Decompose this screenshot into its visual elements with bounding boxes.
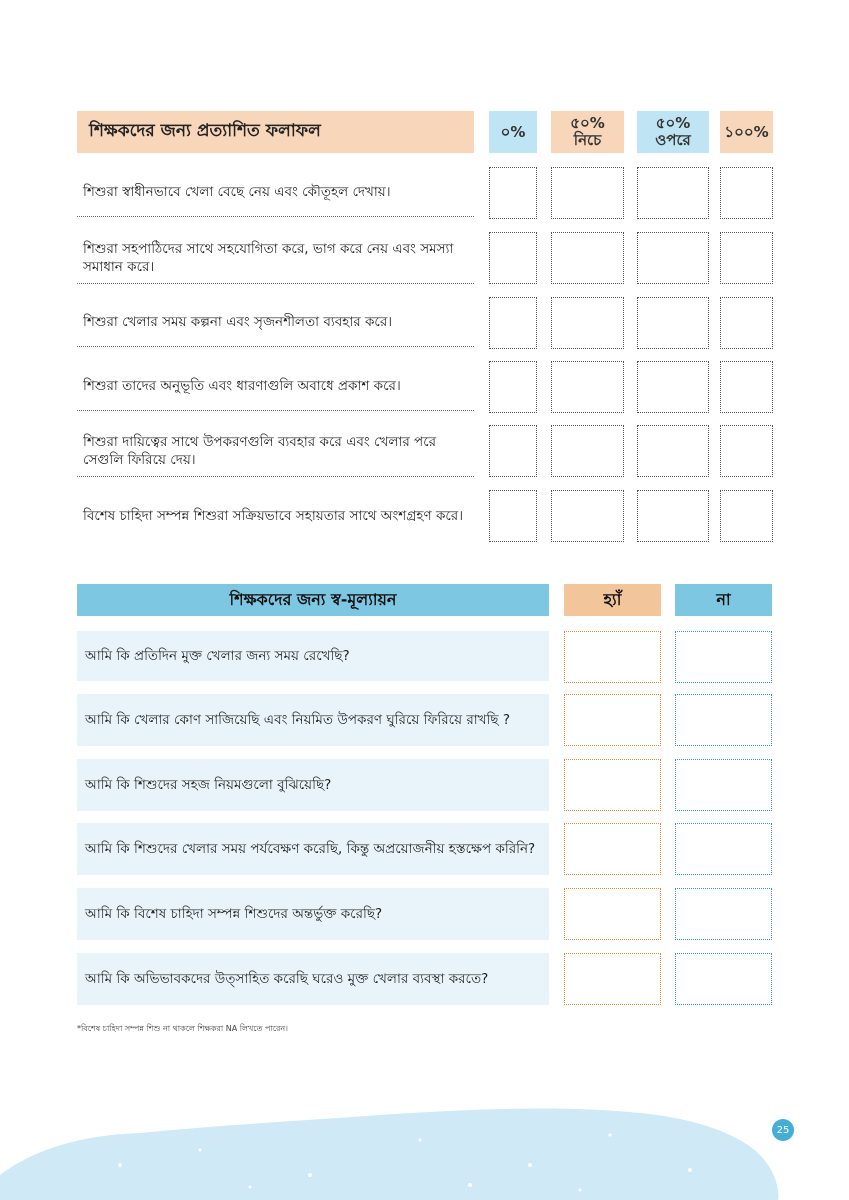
outcome-checkbox-above-50[interactable]	[637, 297, 709, 349]
outcome-row: শিশুরা তাদের অনুভূতি এবং ধারণাগুলি অবাধে প্রকাশ করে।	[77, 361, 474, 411]
self-evaluation-yes-checkbox[interactable]	[564, 694, 661, 746]
page-number: 25	[772, 1119, 794, 1141]
outcome-checkbox-0-percent[interactable]	[489, 297, 537, 349]
outcome-checkbox-100-percent[interactable]	[720, 361, 773, 413]
self-evaluation-row: আমি কি বিশেষ চাহিদা সম্পন্ন শিশুদের অন্তর্ভুক্ত করেছি?	[77, 888, 549, 940]
outcome-checkbox-100-percent[interactable]	[720, 232, 773, 284]
outcome-checkbox-above-50[interactable]	[637, 361, 709, 413]
outcome-checkbox-100-percent[interactable]	[720, 167, 773, 219]
outcome-row: শিশুরা সহপাঠিদের সাথে সহযোগিতা করে, ভাগ করে নেয় এবং সমস্যা সমাধান করে।	[77, 232, 474, 284]
outcome-checkbox-below-50[interactable]	[551, 490, 624, 542]
column-header-0-percent: ০%	[489, 111, 537, 153]
outcome-checkbox-0-percent[interactable]	[489, 425, 537, 477]
column-header-below-50: ৫০% নিচে	[551, 111, 624, 153]
outcome-row: শিশুরা স্বাধীনভাবে খেলা বেছে নেয় এবং কৌতূহল দেখায়।	[77, 167, 474, 217]
self-evaluation-yes-checkbox[interactable]	[564, 823, 661, 875]
self-evaluation-no-checkbox[interactable]	[675, 631, 772, 683]
self-evaluation-row: আমি কি প্রতিদিন মুক্ত খেলার জন্য সময় রেখেছি?	[77, 631, 549, 681]
bottom-wave-decoration	[0, 1095, 849, 1200]
outcome-checkbox-100-percent[interactable]	[720, 490, 773, 542]
outcome-checkbox-100-percent[interactable]	[720, 425, 773, 477]
self-evaluation-no-checkbox[interactable]	[675, 953, 772, 1005]
outcome-checkbox-100-percent[interactable]	[720, 297, 773, 349]
outcome-checkbox-below-50[interactable]	[551, 232, 624, 284]
self-evaluation-yes-checkbox[interactable]	[564, 888, 661, 940]
outcome-checkbox-above-50[interactable]	[637, 490, 709, 542]
outcome-checkbox-0-percent[interactable]	[489, 490, 537, 542]
self-evaluation-yes-checkbox[interactable]	[564, 759, 661, 811]
column-header-yes: হ্যাঁ	[564, 584, 661, 616]
self-evaluation-no-checkbox[interactable]	[675, 888, 772, 940]
self-evaluation-yes-checkbox[interactable]	[564, 631, 661, 683]
outcome-row: শিশুরা দায়িত্বের সাথে উপকরণগুলি ব্যবহার করে এবং খেলার পরে সেগুলি ফিরিয়ে দেয়।	[77, 425, 474, 477]
outcome-checkbox-below-50[interactable]	[551, 167, 624, 219]
self-evaluation-row: আমি কি শিশুদের খেলার সময় পর্যবেক্ষণ করেছি, কিন্তু অপ্রয়োজনীয় হস্তক্ষেপ করিনি?	[77, 823, 549, 875]
column-header-above-50: ৫০% ওপরে	[637, 111, 709, 153]
outcome-checkbox-above-50[interactable]	[637, 232, 709, 284]
self-evaluation-row: আমি কি শিশুদের সহজ নিয়মগুলো বুঝিয়েছি?	[77, 759, 549, 811]
outcome-checkbox-0-percent[interactable]	[489, 167, 537, 219]
column-header-100-percent: ১০০%	[720, 111, 773, 153]
footnote: *বিশেষ চাহিদা সম্পন্ন শিশু না থাকলে শিক্ষকরা NA লিখতে পারেন।	[77, 1024, 289, 1033]
self-evaluation-no-checkbox[interactable]	[675, 694, 772, 746]
self-evaluation-row: আমি কি অভিভাবকদের উত্সাহিত করেছি ঘরেও মুক্ত খেলার ব্যবস্থা করতে?	[77, 953, 549, 1005]
outcome-checkbox-0-percent[interactable]	[489, 361, 537, 413]
self-evaluation-no-checkbox[interactable]	[675, 759, 772, 811]
outcome-checkbox-below-50[interactable]	[551, 297, 624, 349]
outcome-checkbox-below-50[interactable]	[551, 425, 624, 477]
self-evaluation-row: আমি কি খেলার কোণ সাজিয়েছি এবং নিয়মিত উপকরণ ঘুরিয়ে ফিরিয়ে রাখছি ?	[77, 694, 549, 746]
outcome-row: বিশেষ চাহিদা সম্পন্ন শিশুরা সক্রিয়ভাবে সহায়তার সাথে অংশগ্রহণ করে।	[83, 508, 464, 524]
outcome-checkbox-above-50[interactable]	[637, 425, 709, 477]
column-header-no: না	[675, 584, 772, 616]
outcome-checkbox-below-50[interactable]	[551, 361, 624, 413]
self-evaluation-header: শিক্ষকদের জন্য স্ব-মূল্যায়ন	[77, 584, 549, 616]
self-evaluation-yes-checkbox[interactable]	[564, 953, 661, 1005]
outcome-checkbox-above-50[interactable]	[637, 167, 709, 219]
outcome-row: শিশুরা খেলার সময় কল্পনা এবং সৃজনশীলতা ব্যবহার করে।	[77, 297, 474, 347]
outcome-checkbox-0-percent[interactable]	[489, 232, 537, 284]
outcomes-table-header: শিক্ষকদের জন্য প্রত্যাশিত ফলাফল	[77, 111, 474, 153]
self-evaluation-no-checkbox[interactable]	[675, 823, 772, 875]
